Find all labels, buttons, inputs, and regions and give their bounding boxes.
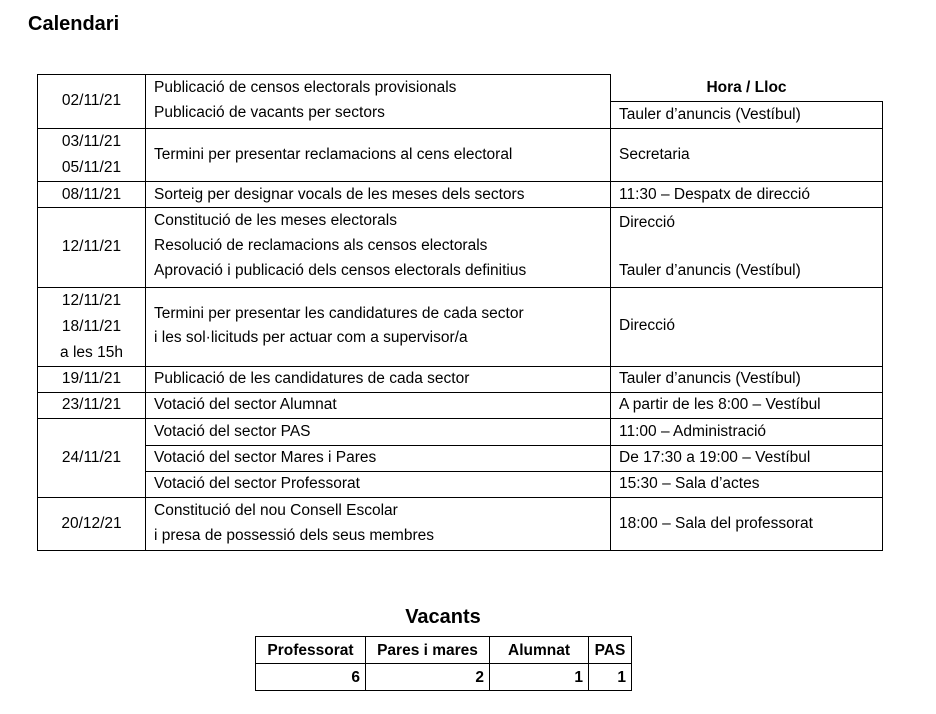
column-divider-2 — [610, 74, 611, 551]
row-place: 11:00 – Administració — [619, 423, 767, 440]
row-event: i les sol·licituds per actuar com a supervisor/a — [154, 329, 468, 346]
row-event: Termini per presentar les candidatures de cada sector — [154, 305, 524, 322]
row-place: 18:00 – Sala del professorat — [619, 515, 813, 532]
row-date: 02/11/21 — [61, 92, 122, 109]
row-place: Secretaria — [619, 146, 690, 163]
row-place: 11:30 – Despatx de direcció — [619, 186, 810, 203]
row-event: Resolució de reclamacions als censos electorals — [154, 237, 488, 254]
vacants-title: Vacants — [405, 606, 481, 628]
row-date: 19/11/21 — [61, 370, 122, 387]
vacants-header-professorat: Professorat — [267, 642, 354, 659]
row-date: a les 15h — [60, 344, 123, 361]
row-date: 20/12/21 — [61, 515, 122, 532]
row-place: Direcció — [619, 317, 675, 334]
header-time-place: Hora / Lloc — [706, 79, 787, 96]
vacants-border-right — [631, 636, 632, 691]
row-event: Sorteig per designar vocals de les meses dels sectors — [154, 186, 525, 203]
row-event: i presa de possessió dels seus membres — [154, 527, 434, 544]
vacants-header-pas: PAS — [594, 642, 626, 659]
row-event: Constitució del nou Consell Escolar — [154, 502, 398, 519]
row-place: 15:30 – Sala d’actes — [619, 475, 760, 492]
row-place: Direcció — [619, 214, 675, 231]
row-place: De 17:30 a 19:00 – Vestíbul — [619, 449, 811, 466]
vacants-value-professorat: 6 — [351, 669, 360, 686]
row-date: 18/11/21 — [61, 318, 122, 335]
row-divider — [37, 287, 883, 288]
row-event: Votació del sector Professorat — [154, 475, 360, 492]
row-date: 08/11/21 — [61, 186, 122, 203]
vacants-header-pares-mares: Pares i mares — [377, 642, 478, 659]
row-event: Votació del sector Alumnat — [154, 396, 337, 413]
row-date: 12/11/21 — [61, 292, 122, 309]
row-date: 05/11/21 — [61, 159, 122, 176]
row-place: Tauler d’anuncis (Vestíbul) — [619, 106, 801, 123]
page-title: Calendari — [28, 13, 120, 35]
row-event: Constitució de les meses electorals — [154, 212, 397, 229]
vacants-value-pares-mares: 2 — [475, 669, 484, 686]
row-date: 24/11/21 — [61, 449, 122, 466]
row-place: Tauler d’anuncis (Vestíbul) — [619, 370, 801, 387]
row-event: Termini per presentar reclamacions al cens electoral — [154, 146, 513, 163]
row-event: Publicació de censos electorals provisionals — [154, 79, 457, 96]
row-divider — [37, 128, 883, 129]
row-date: 03/11/21 — [61, 133, 122, 150]
table-border-bottom — [37, 550, 883, 551]
vacants-value-alumnat: 1 — [574, 669, 583, 686]
row-date: 12/11/21 — [61, 238, 122, 255]
vacants-header-alumnat: Alumnat — [508, 642, 570, 659]
row-event: Publicació de les candidatures de cada sector — [154, 370, 470, 387]
column-divider-1 — [145, 74, 146, 551]
row-date: 23/11/21 — [61, 396, 122, 413]
table-border-right — [882, 101, 883, 551]
row-place: A partir de les 8:00 – Vestíbul — [619, 396, 821, 413]
row-place: Tauler d’anuncis (Vestíbul) — [619, 262, 801, 279]
vacants-value-pas: 1 — [617, 669, 626, 686]
row-event: Publicació de vacants per sectors — [154, 104, 385, 121]
row-event: Votació del sector Mares i Pares — [154, 449, 377, 466]
row-event: Votació del sector PAS — [154, 423, 311, 440]
row-event: Aprovació i publicació dels censos electorals definitius — [154, 262, 527, 279]
